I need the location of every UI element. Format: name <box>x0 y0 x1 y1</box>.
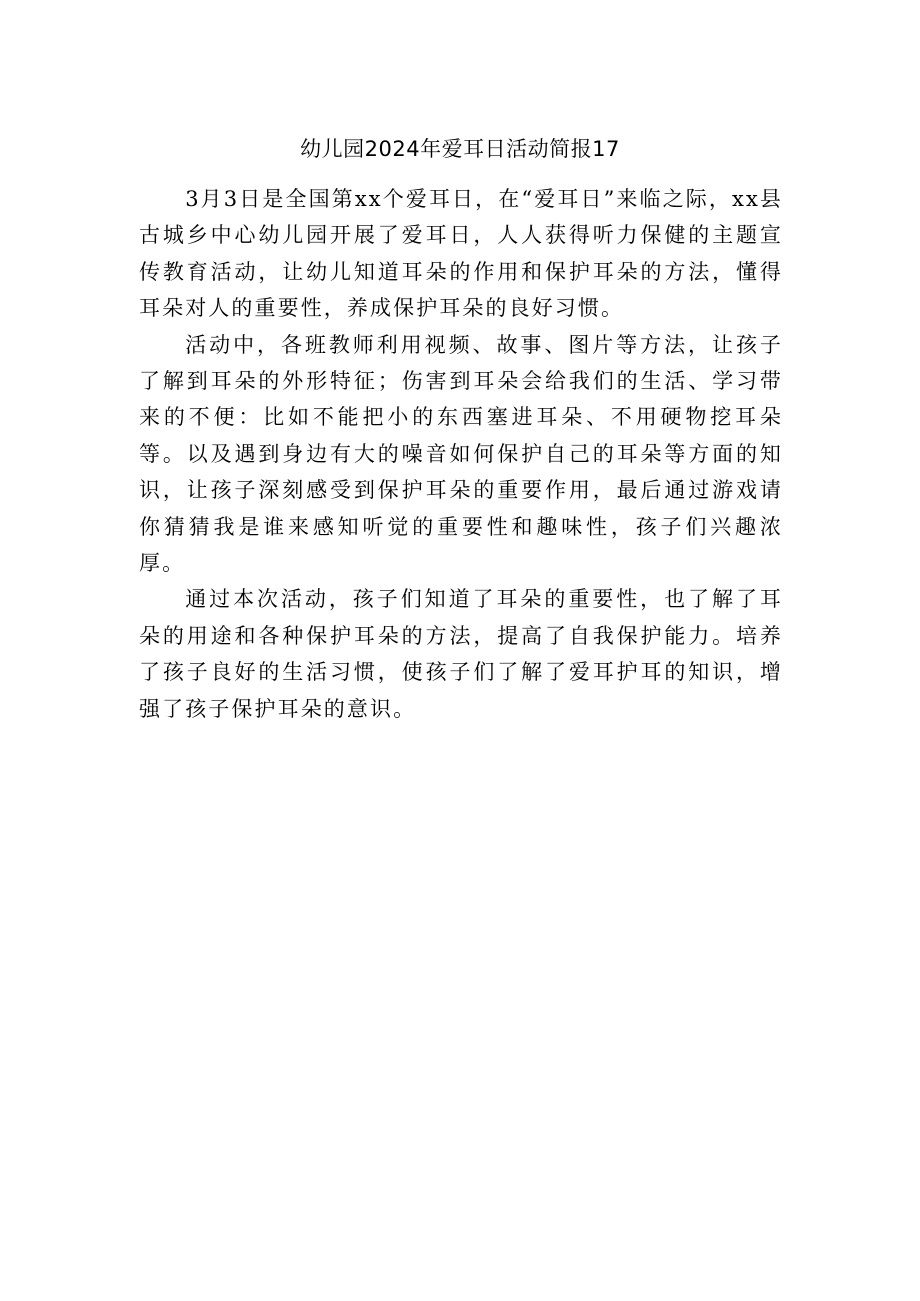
paragraph-1: 3月3日是全国第xx个爱耳日，在“爱耳日”来临之际，xx县古城乡中心幼儿园开展了爱耳日，人人获得听力保健的主题宣传教育活动，让幼儿知道耳朵的作用和保护耳朵的方法，懂得耳朵对人的重要性，养成保护耳朵的良好习惯。 <box>139 187 783 321</box>
document-title: 幼儿园2024年爱耳日活动简报17 <box>300 137 620 161</box>
paragraph-3: 通过本次活动，孩子们知道了耳朵的重要性，也了解了耳朵的用途和各种保护耳朵的方法，提高了自我保护能力。培养了孩子良好的生活习惯，使孩子们了解了爱耳护耳的知识，增强了孩子保护耳朵的意识。 <box>139 587 783 721</box>
document-body <box>139 181 783 727</box>
paragraph-2: 活动中，各班教师利用视频、故事、图片等方法，让孩子了解到耳朵的外形特征；伤害到耳朵会给我们的生活、学习带来的不便：比如不能把小的东西塞进耳朵、不用硬物挖耳朵等。以及遇到身边有大的噪音如何保护自己的耳朵等方面的知识，让孩子深刻感受到保护耳朵的重要作用，最后通过游戏请你猜猜我是谁来感知听觉的重要性和趣味性，孩子们兴趣浓厚。 <box>139 332 783 576</box>
